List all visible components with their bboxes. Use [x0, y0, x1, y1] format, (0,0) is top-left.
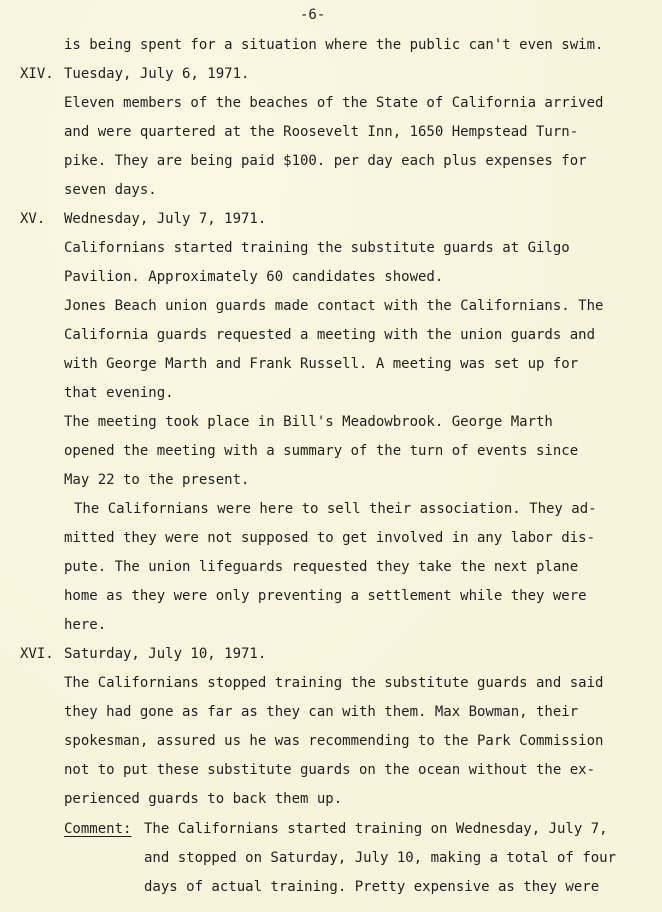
text-line: Jones Beach union guards made contact with the Californians. The — [64, 298, 604, 314]
text-line: that evening. — [64, 385, 174, 401]
text-line: The meeting took place in Bill's Meadowbrook. George Marth — [64, 414, 553, 430]
section-number-xiv: XIV. — [20, 66, 54, 82]
page-number: -6- — [300, 7, 326, 23]
text-line: mitted they were not supposed to get involved in any labor dis- — [64, 530, 596, 546]
text-line: here. — [64, 617, 107, 633]
text-line: pike. They are being paid $100. per day each plus expenses for — [64, 153, 587, 169]
section-number-xvi: XVI. — [20, 646, 54, 662]
text-line: is being spent for a situation where the public can't even swim. — [64, 37, 604, 53]
section-heading: Saturday, July 10, 1971. — [64, 646, 267, 662]
text-line: The Californians were here to sell their association. They ad- — [74, 501, 597, 517]
text-line: not to put these substitute guards on the ocean without the ex- — [64, 762, 596, 778]
section-heading: Wednesday, July 7, 1971. — [64, 211, 267, 227]
text-line: and stopped on Saturday, July 10, making a total of four — [144, 850, 617, 866]
text-line: Eleven members of the beaches of the State of California arrived — [64, 95, 604, 111]
text-line: days of actual training. Pretty expensive as they were — [144, 879, 600, 895]
text-line: they had gone as far as they can with them. Max Bowman, their — [64, 704, 579, 720]
comment-label: Comment: — [64, 821, 132, 837]
text-line: home as they were only preventing a settlement while they were — [64, 588, 587, 604]
text-line: opened the meeting with a summary of the turn of events since — [64, 443, 579, 459]
text-line: spokesman, assured us he was recommending to the Park Commission — [64, 733, 604, 749]
text-line: seven days. — [64, 182, 157, 198]
text-line: Californians started training the substitute guards at Gilgo — [64, 240, 570, 256]
text-line: May 22 to the present. — [64, 472, 250, 488]
text-line: The Californians started training on Wednesday, July 7, — [144, 821, 608, 837]
text-line: and were quartered at the Roosevelt Inn, 1650 Hempstead Turn- — [64, 124, 579, 140]
text-line: Pavilion. Approximately 60 candidates showed. — [64, 269, 444, 285]
text-line: perienced guards to back them up. — [64, 791, 343, 807]
text-line: pute. The union lifeguards requested they take the next plane — [64, 559, 579, 575]
section-heading: Tuesday, July 6, 1971. — [64, 66, 250, 82]
text-line: with George Marth and Frank Russell. A meeting was set up for — [64, 356, 579, 372]
text-line: The Californians stopped training the substitute guards and said — [64, 675, 604, 691]
text-line: California guards requested a meeting with the union guards and — [64, 327, 596, 343]
section-number-xv: XV. — [20, 211, 46, 227]
